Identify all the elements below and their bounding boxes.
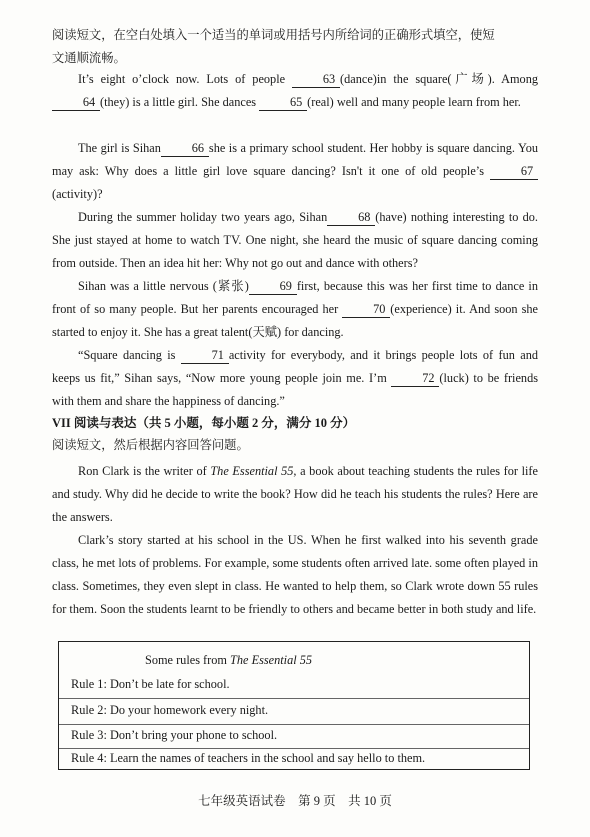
text-segment: (activity)? — [52, 187, 103, 201]
rules-box-title — [145, 653, 312, 668]
text-segment: It’s eight o’clock now. Lots of people — [78, 72, 286, 86]
cloze-paragraph-2 — [52, 137, 538, 206]
blank-72[interactable]: 72 — [391, 370, 439, 387]
text-segment: (experience) it. And soon she started to enjoy it. She has a great talent(天赋) for dancing. — [52, 302, 539, 339]
text-segment: first, because this was her first time to dance in front of so many people. But her parents encouraged her — [52, 279, 538, 316]
text-segment: “Square dancing is — [78, 348, 176, 362]
page-footer: 七年级英语试卷 第 9 页 共 10 页 — [198, 794, 392, 808]
cloze-paragraph-5 — [52, 344, 538, 413]
text-segment: (have) nothing interesting to do. She just stayed at home to watch TV. One night, she heard the music of square dancing coming from outside. Then an idea hit her: Why not go out and dance with others? — [52, 210, 538, 270]
section-7-instruction: 阅读短文，然后根据内容回答问题。 — [52, 438, 249, 452]
blank-71[interactable]: 71 — [181, 347, 229, 364]
rule-divider — [59, 748, 529, 749]
reading-paragraph-2: Clark’s story started at his school in the US. When he first walked into his seventh grade class, he met lots of problems. For example, some students often arrived late. some often played in class. Sometimes, they even slept in class. He wanted to help them, so Clark wrote down 55 rules for them. Soon the students learnt to be friendly to others and became better in both study and life. — [52, 533, 538, 616]
blank-63[interactable]: 63 — [292, 71, 340, 88]
text-segment: (dance)in the square(广场). Among — [340, 72, 538, 86]
text-segment: , a book about teaching students the rules for life and study. Why did he decide to write the book? How did he teach his students the rules? Here are the answers. — [52, 464, 538, 524]
book-title: The Essential 55 — [210, 464, 294, 478]
text-segment: The girl is Sihan — [78, 141, 161, 155]
cloze-paragraph-3 — [52, 206, 538, 275]
rule-3: Rule 3: Don’t bring your phone to school. — [71, 728, 278, 742]
reading-paragraph-1 — [52, 460, 538, 529]
text-segment: she is a primary school student. Her hobby is square dancing. You may ask: Why does a little girl love square dancing? Isn't it one of old people’s — [52, 141, 538, 178]
blank-67[interactable]: 67 — [490, 163, 538, 180]
rule-4: Rule 4: Learn the names of teachers in the school and say hello to them. — [71, 751, 426, 765]
rules-title-book: The Essential 55 — [230, 653, 313, 667]
instruction-line-2: 文通顺流畅。 — [52, 51, 126, 65]
cloze-instruction — [52, 24, 538, 70]
text-segment: During the summer holiday two years ago, Sihan — [78, 210, 328, 224]
rule-divider — [59, 724, 529, 725]
rule-1: Rule 1: Don’t be late for school. — [71, 677, 230, 691]
blank-70[interactable]: 70 — [342, 301, 390, 318]
section-7-heading: VII 阅读与表达（共 5 小题，每小题 2 分，满分 10 分） — [52, 416, 356, 430]
blank-69[interactable]: 69 — [249, 278, 297, 295]
rule-divider — [59, 698, 529, 699]
rules-box — [58, 641, 530, 770]
instruction-line-1: 阅读短文，在空白处填入一个适当的单词或用括号内所给词的正确形式填空，使短 — [52, 28, 495, 42]
rules-title-prefix: Some rules from — [145, 653, 227, 667]
text-segment: Ron Clark is the writer of — [78, 464, 207, 478]
text-segment: (they) is a little girl. She dances — [100, 95, 257, 109]
blank-64[interactable]: 64 — [52, 94, 100, 111]
text-segment: activity for everybody, and it brings people lots of fun and keeps us fit,” Sihan says, “Now more young people join me. I’m — [52, 348, 539, 385]
blank-68[interactable]: 68 — [327, 209, 375, 226]
blank-66[interactable]: 66 — [161, 140, 209, 157]
blank-65[interactable]: 65 — [259, 94, 307, 111]
cloze-paragraph-4 — [52, 275, 538, 344]
cloze-paragraph-1 — [52, 68, 538, 114]
text-segment: (real) well and many people learn from her. — [307, 95, 521, 109]
text-segment: Sihan was a little nervous (紧张) — [78, 279, 249, 293]
text-segment: (luck) to be friends with them and share the happiness of dancing.” — [52, 371, 539, 408]
rule-2: Rule 2: Do your homework every night. — [71, 703, 269, 717]
